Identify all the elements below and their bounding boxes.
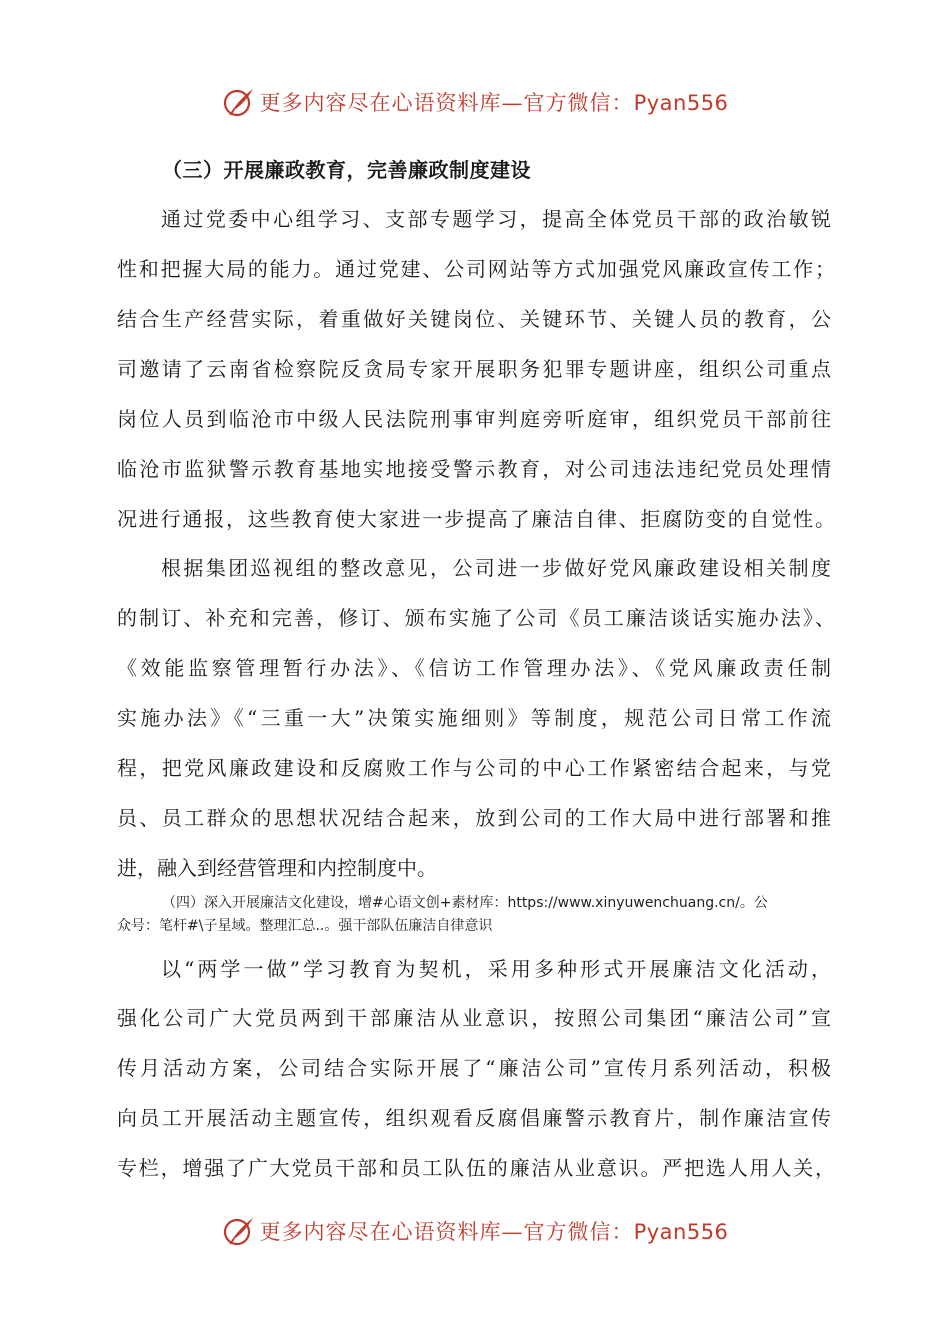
paragraph-1-line: 况进行通报，这些教育使大家进一步提高了廉洁自律、拒腐防变的自觉性。: [117, 507, 835, 531]
inserted-note-line: 众号：笔杆#\子星域。整理汇总..。强干部队伍廉洁自律意识: [117, 918, 493, 934]
paragraph-2-line: 实施办法》《“三重一大”决策实施细则》等制度，规范公司日常工作流: [117, 706, 831, 730]
paragraph-1-line: 结合生产经营实际，着重做好关键岗位、关键环节、关键人员的教育，公: [117, 307, 831, 331]
paragraph-1-line: 性和把握大局的能力。通过党建、公司网站等方式加强党风廉政宣传工作；: [117, 257, 835, 281]
paragraph-3-line: 传月活动方案，公司结合实际开展了“廉洁公司”宣传月系列活动，积极: [117, 1056, 831, 1080]
paragraph-1-line: 临沧市监狱警示教育基地实地接受警示教育，对公司违法违纪党员处理情: [117, 457, 831, 481]
paragraph-2-line: 根据集团巡视组的整改意见，公司进一步做好党风廉政建设相关制度: [161, 556, 831, 580]
paragraph-2-line: 进，融入到经营管理和内控制度中。: [117, 856, 437, 880]
paragraph-2-line: 程，把党风廉政建设和反腐败工作与公司的中心工作紧密结合起来，与党: [117, 756, 831, 780]
paragraph-3-line: 专栏，增强了广大党员干部和员工队伍的廉洁从业意识。严把选人用人关，: [117, 1156, 835, 1180]
section-heading: （三）开展廉政教育，完善廉政制度建设: [162, 158, 531, 182]
footer-watermark-banner: [0, 1209, 950, 1253]
paragraph-2-line: 《效能监察管理暂行办法》、《信访工作管理办法》、《党风廉政责任制: [117, 656, 831, 680]
paragraph-3-line: 向员工开展活动主题宣传，组织观看反腐倡廉警示教育片，制作廉洁宣传: [117, 1106, 831, 1130]
quill-logo-icon: [222, 85, 256, 119]
paragraph-3-line: 强化公司广大党员两到干部廉洁从业意识，按照公司集团“廉洁公司”宣: [117, 1006, 831, 1030]
paragraph-3-line: 以“两学一做”学习教育为契机，采用多种形式开展廉洁文化活动，: [161, 957, 831, 981]
quill-logo-icon: [222, 1214, 256, 1248]
paragraph-1-line: 通过党委中心组学习、支部专题学习，提高全体党员干部的政治敏锐: [161, 207, 831, 231]
footer-banner-text: 更多内容尽在心语资料库—官方微信：Pyan556: [259, 1220, 729, 1244]
inserted-note-line: （四）深入开展廉洁文化建设，增#心语文创+素材库：https://www.xinyuwenchuang.cn/。公: [162, 895, 768, 911]
paragraph-1-line: 岗位人员到临沧市中级人民法院刑事审判庭旁听庭审，组织党员干部前往: [117, 407, 831, 431]
paragraph-1-line: 司邀请了云南省检察院反贪局专家开展职务犯罪专题讲座，组织公司重点: [117, 357, 831, 381]
paragraph-2-line: 的制订、补充和完善，修订、颁布实施了公司《员工廉洁谈话实施办法》、: [117, 606, 835, 630]
paragraph-2-line: 员、员工群众的思想状况结合起来，放到公司的工作大局中进行部署和推: [117, 806, 831, 830]
header-watermark-banner: [0, 80, 950, 124]
header-banner-text: 更多内容尽在心语资料库—官方微信：Pyan556: [259, 91, 729, 115]
